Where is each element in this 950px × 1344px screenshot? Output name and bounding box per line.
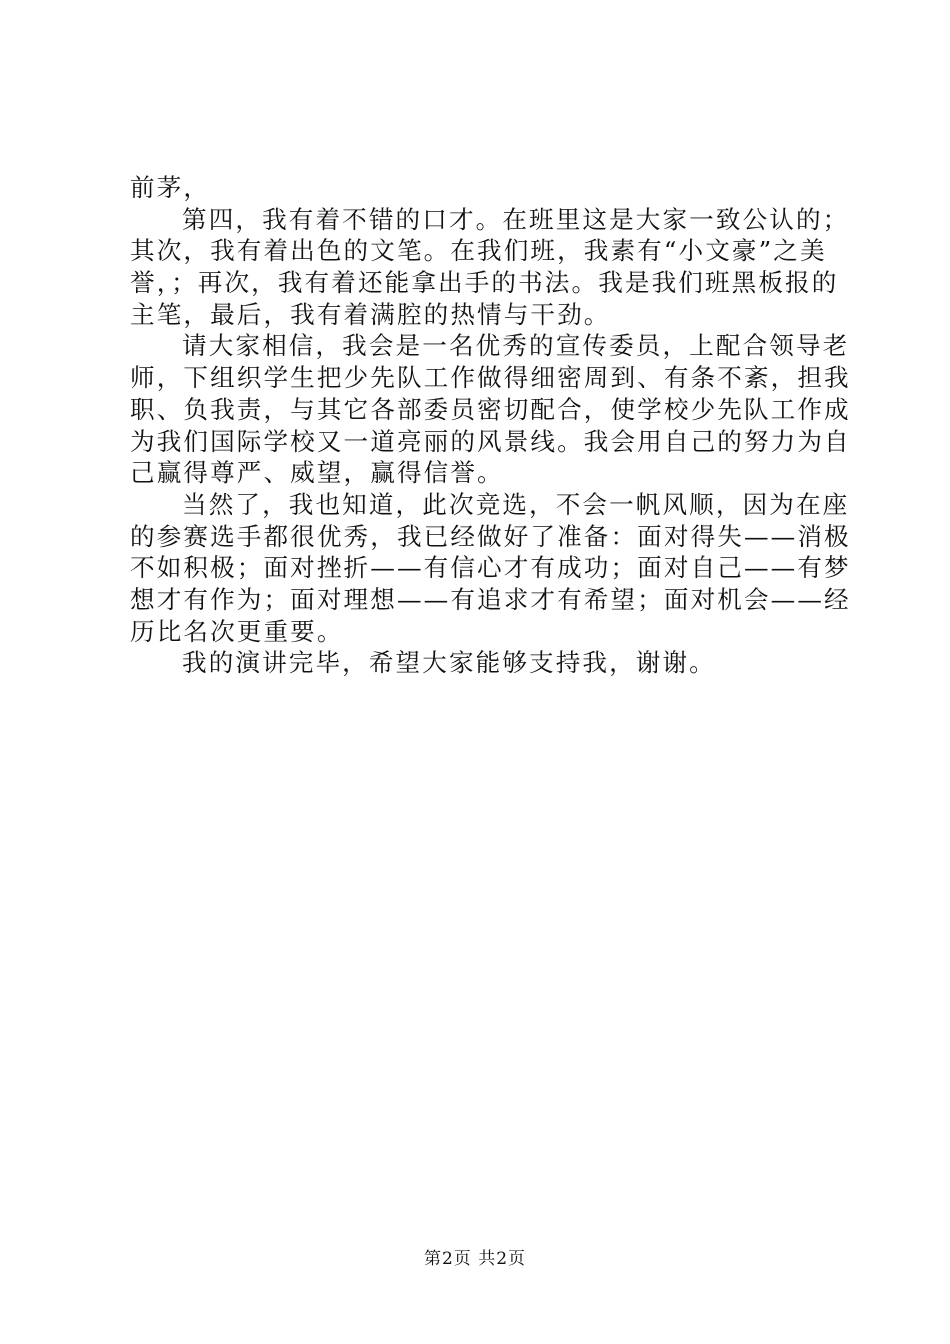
text-line: 其次，我有着出色的文笔。在我们班，我素有“小文豪”之美 (130, 236, 827, 266)
text-line: 当然了，我也知道，此次竞选，不会一帆风顺，因为在座 (182, 489, 850, 519)
text-line: 主笔，最后，我有着满腔的热情与干劲。 (130, 299, 611, 329)
text-line: 的参赛选手都很优秀，我已经做好了准备：面对得失——消极 (130, 521, 851, 551)
text-line: 我的演讲完毕，希望大家能够支持我，谢谢。 (182, 648, 716, 678)
page-number-label: 第2页 共2页 (423, 1249, 527, 1269)
page-footer (0, 1244, 950, 1269)
text-line: 为我们国际学校又一道亮丽的风景线。我会用自己的努力为自 (130, 426, 851, 456)
text-line: 不如积极；面对挫折——有信心才有成功；面对自己——有梦 (130, 553, 851, 583)
text-line: 前茅， (130, 173, 211, 202)
text-line: 职、负我责，与其它各部委员密切配合，使学校少先队工作成 (130, 394, 851, 424)
text-line: 请大家相信，我会是一名优秀的宣传委员，上配合领导老 (182, 331, 850, 361)
text-line: 想才有作为；面对理想——有追求才有希望；面对机会——经 (130, 584, 851, 614)
text-line: 师，下组织学生把少先队工作做得细密周到、有条不紊，担我 (130, 363, 851, 393)
text-line: 己赢得尊严、威望，赢得信誉。 (130, 458, 504, 488)
text-line: 誉，；再次，我有着还能拿出手的书法。我是我们班黑板报的 (130, 268, 839, 298)
text-line: 历比名次更重要。 (130, 616, 344, 646)
document-body (130, 172, 851, 679)
text-line: 第四，我有着不错的口才。在班里这是大家一致公认的； (182, 204, 850, 234)
